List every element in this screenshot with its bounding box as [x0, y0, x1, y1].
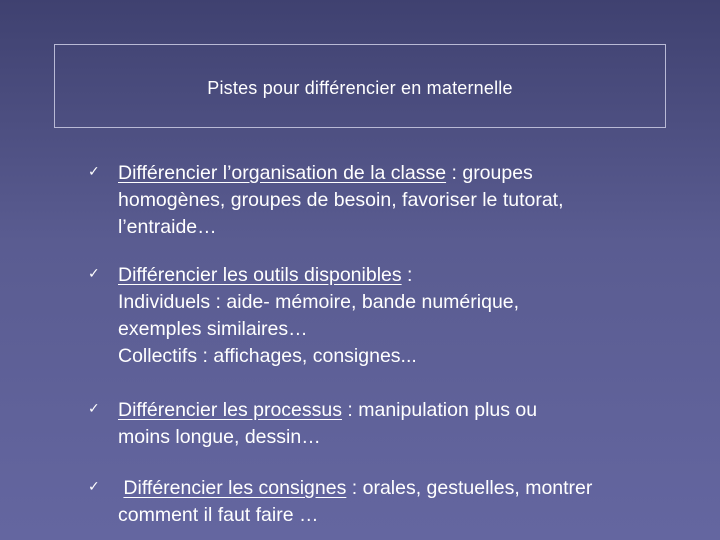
bullet-body: moins longue, dessin…	[118, 426, 321, 448]
bullet-text: Différencier les consignes : orales, gestuelles, montrer comment il faut faire …	[118, 475, 678, 529]
bullet-heading: Différencier les consignes	[123, 477, 347, 499]
bullet-body: homogènes, groupes de besoin, favoriser le tutorat,	[118, 189, 564, 211]
bullet-text: Différencier l’organisation de la classe : groupes homogènes, groupes de besoin, favoriser le tutorat, l’entraide…	[118, 160, 678, 241]
bullet-body: orales, gestuelles, montrer	[362, 477, 593, 499]
bullet-body: comment il faut faire …	[118, 504, 319, 526]
bullet-body: exemples similaires…	[118, 318, 308, 340]
bullet-body: Individuels : aide- mémoire, bande numérique,	[118, 291, 520, 313]
checkmark-icon: ✓	[88, 265, 100, 281]
bullet-body: groupes	[462, 162, 533, 184]
bullet-text: Différencier les processus : manipulation plus ou moins longue, dessin…	[118, 397, 678, 451]
checkmark-icon: ✓	[88, 163, 100, 179]
checkmark-icon: ✓	[88, 478, 100, 494]
bullet-heading: Différencier les processus	[118, 399, 342, 421]
bullet-text: Différencier les outils disponibles : Individuels : aide- mémoire, bande numérique, exemples similaires… Collectifs : affichages, consignes...	[118, 262, 678, 370]
bullet-body: l’entraide…	[118, 216, 217, 238]
bullet-heading: Différencier l’organisation de la classe	[118, 162, 447, 184]
bullet-heading: Différencier les outils disponibles	[118, 264, 402, 286]
checkmark-icon: ✓	[88, 400, 100, 416]
bullet-body: Collectifs : affichages, consignes...	[118, 345, 417, 367]
bullet-body: manipulation plus ou	[358, 399, 538, 421]
slide-title: Pistes pour différencier en maternelle	[207, 77, 513, 98]
